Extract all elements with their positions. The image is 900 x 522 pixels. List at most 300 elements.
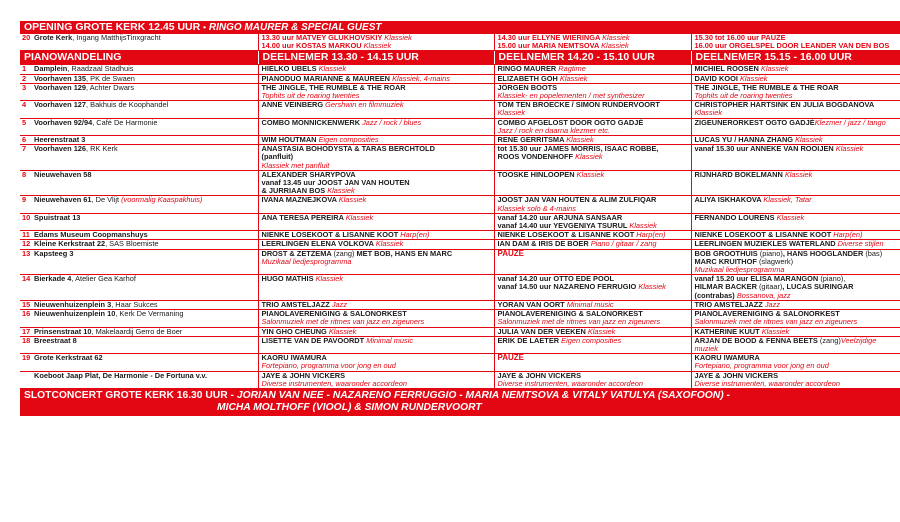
- performer-slot-2: [494, 118, 691, 135]
- performer-line: [498, 283, 689, 291]
- genre: Klassiek: [345, 212, 374, 222]
- location-detail: , PK de Swaen: [86, 73, 135, 83]
- performer-name: vanaf 14.50 uur NAZARENO FERRUGIO: [497, 282, 639, 292]
- genre: Harp(en): [833, 230, 863, 240]
- performer-name: ALIYA ISKHAKOVA: [694, 195, 764, 205]
- genre: Eigen composities: [561, 335, 622, 345]
- genre: Klassiek: [638, 282, 666, 292]
- performer-line: [498, 328, 689, 336]
- location-detail: , Bakhuis de Koophandel: [86, 100, 169, 110]
- performer-slot-2: [494, 249, 691, 275]
- performer-slot-2: [494, 196, 691, 213]
- genre: Klassiek: [566, 135, 594, 145]
- performer-line: [498, 231, 689, 239]
- performer-line: [498, 153, 689, 161]
- performer-line: [695, 171, 899, 179]
- performer-name: IAN DAM & IRIS DE BOER: [497, 239, 591, 249]
- opening-guests: RINGO MAURER & SPECIAL GUEST: [208, 22, 382, 33]
- performer-name: THE JINGLE, THE RUMBLE & THE ROAR: [261, 82, 406, 92]
- location: [32, 275, 258, 301]
- performer-line: [262, 187, 492, 195]
- location: [32, 213, 258, 230]
- performer-slot-1: [258, 145, 494, 171]
- performer-name: FERNANDO LOURENS: [694, 212, 777, 222]
- genre: Fortepiano, programma voor jong en oud: [694, 361, 829, 371]
- genre: Diverse instrumenten, waaronder accordeon: [261, 378, 407, 388]
- genre: Harp(en): [636, 230, 666, 240]
- genre: Klezmer / jazz / tango: [814, 117, 886, 127]
- performer-name: KATHERINE KUUT: [694, 326, 762, 336]
- genre: Fortepiano, programma voor jong en oud: [261, 361, 396, 371]
- performer-line: [695, 136, 899, 144]
- performer-name: HIELKO UBELS: [261, 64, 319, 74]
- genre: Klassiek: [784, 169, 813, 179]
- performer-name: (panfluit): [261, 152, 294, 162]
- performer-slot-2: [494, 275, 691, 301]
- row-number: 2: [20, 74, 32, 83]
- performer-slot-3: [691, 170, 900, 196]
- row-number: 10: [20, 213, 32, 230]
- performer-slot-3: [691, 336, 900, 353]
- program-row: [20, 275, 900, 301]
- performer-name: THE JINGLE, THE RUMBLE & THE ROAR: [694, 82, 839, 92]
- genre: Diverse instrumenten, waaronder accordeon: [497, 378, 643, 388]
- header-deelnemer-1: DEELNEMER 13.30 - 14.15 UUR: [258, 51, 494, 65]
- genre: Salonmuziek met de ritmes van jazz en zigeuners: [694, 317, 858, 327]
- performer-line: [695, 145, 899, 153]
- performer-line: [498, 75, 689, 83]
- opening-row: [20, 34, 900, 51]
- location-name: Nieuwehaven 61: [34, 195, 92, 205]
- performer-name: vanaf 15.20 uur ELISA MARANGON: [694, 274, 821, 284]
- performer-line: [262, 240, 492, 248]
- program-row: [20, 83, 900, 100]
- genre: Tophits uit de roaring twenties: [694, 91, 793, 101]
- location-detail: , SAS Bloemiste: [105, 239, 159, 249]
- location-name: Spuistraat 13: [34, 212, 81, 222]
- header-deelnemer-2: DEELNEMER 14.20 - 15.10 UUR: [494, 51, 691, 65]
- opening-separator: •: [203, 23, 206, 32]
- performer-name: , HANS HOOGLANDER: [782, 248, 866, 258]
- performer-name: DAVID KOOI: [694, 73, 740, 83]
- opening-col-3: 15.30 tot 16.00 uur PAUZE 16.00 uur ORGELSPEL DOOR LEANDER VAN DEN BOS: [691, 34, 900, 51]
- genre: Klassiek: [761, 326, 790, 336]
- row-number: 9: [20, 196, 32, 213]
- genre: Klassiek: [338, 195, 367, 205]
- performer-slot-2: [494, 310, 691, 327]
- slot-title: SLOTCONCERT GROTE KERK 16.30 UUR: [24, 389, 228, 401]
- instrument: (piano): [759, 248, 783, 258]
- genre: Diverse stijlen: [837, 239, 884, 249]
- performer-slot-3: [691, 196, 900, 213]
- location: [32, 310, 258, 327]
- performer-name: TOOSKE HINLOOPEN: [497, 169, 577, 179]
- row-number: 1: [20, 65, 32, 74]
- performer-line: [262, 65, 492, 73]
- performer-slot-3: [691, 101, 900, 118]
- performer-name: ANNE VEINBERG: [261, 100, 326, 110]
- location-name: Edams Museum Coopmanshuys: [34, 230, 148, 240]
- genre: Klassiek: [835, 144, 864, 154]
- program-row: [20, 145, 900, 171]
- slotconcert-banner: SLOTCONCERT GROTE KERK 16.30 UUR - JORIAN VAN NEE - NAZARENO FERRUGGIO - MARIA NEMTSOVA & VITALY VATULYA (SAXOFOON) - MICHA MOLTHOFF (VIOOL) & SIMON RUNDERVOORT: [20, 389, 900, 416]
- genre: Bossanova, jazz: [736, 290, 791, 300]
- performer-name: tot 15.30 uur JAMES MORRIS, ISAAC ROBBE,: [497, 144, 659, 154]
- genre: Klassiek: [795, 135, 823, 145]
- genre: Jazz / rock en daarna klezmer etc.: [497, 125, 611, 135]
- performer-slot-3: [691, 118, 900, 135]
- performer-slot-1: [258, 336, 494, 353]
- genre: Klassiek: [576, 169, 605, 179]
- performer-name: ANASTASIA BOHODYSTA & TARAS BERCHTOLD: [261, 144, 435, 154]
- header-deelnemer-3: DEELNEMER 15.15 - 16.00 UUR: [691, 51, 900, 65]
- performer-line: [695, 301, 899, 309]
- row-number: 8: [20, 170, 32, 196]
- performer-slot-1: [258, 371, 494, 388]
- performer-line: [695, 65, 899, 73]
- performer-line: [262, 231, 492, 239]
- genre: Klassiek: [318, 64, 347, 74]
- performer-slot-1: [258, 83, 494, 100]
- performer-line: [262, 136, 492, 144]
- row-number: 11: [20, 231, 32, 240]
- row-number: 18: [20, 336, 32, 353]
- genre: Klassiek: [315, 274, 344, 284]
- performer-line: [498, 301, 689, 309]
- location: [32, 145, 258, 171]
- performer-name: ARJAN DE BOOD & FENNA BEETS: [694, 335, 820, 345]
- performer-line: [695, 214, 899, 222]
- performer-slot-1: [258, 275, 494, 301]
- location-name: Kleine Kerkstraat 22: [34, 239, 106, 249]
- row-number: 12: [22, 239, 31, 249]
- performer-name: vanaf 14.40 uur YEVGENIYA TSURUL: [497, 221, 630, 231]
- performer-line: [695, 231, 899, 239]
- performer-name: ALEXANDER SHARYPOVA: [261, 169, 356, 179]
- performer-line: [695, 119, 899, 127]
- genre: Jazz: [331, 299, 348, 309]
- performer-line: [498, 171, 689, 179]
- location-detail: , RK Kerk: [86, 144, 118, 154]
- pianowandeling-header: [20, 51, 900, 65]
- performer-name: ROOS VONDENHOFF: [497, 152, 576, 162]
- performer-slot-3: [691, 371, 900, 388]
- performer-name: JAYE & JOHN VICKERS: [497, 370, 582, 380]
- genre: Klassiek: [776, 212, 805, 222]
- performer-line: [262, 301, 492, 309]
- performer-line: [262, 214, 492, 222]
- genre: Ragtime: [558, 64, 586, 74]
- performer-name: NIENKE LOSEKOOT & LISANNE KOOT: [261, 230, 401, 240]
- performer-name: vanaf 15.30 uur ANNEKE VAN ROOIJEN: [694, 144, 836, 154]
- location-name: Voorhaven 126: [34, 144, 87, 154]
- performer-slot-1: [258, 170, 494, 196]
- location: [32, 196, 258, 213]
- location: [32, 118, 258, 135]
- program-row: [20, 118, 900, 135]
- row-number: 13: [20, 249, 32, 275]
- performer-name: (contrabas): [694, 290, 737, 300]
- performer-slot-2: [494, 170, 691, 196]
- program-row: [20, 196, 900, 213]
- pause-label: PAUZE: [497, 248, 525, 258]
- performer-name: RENE GERRITSMA: [497, 135, 567, 145]
- performer-name: ERIK DE LAETER: [497, 335, 562, 345]
- location: Grote Kerk, Ingang MatthijsTinxgracht: [32, 34, 258, 51]
- performer-line: [262, 75, 492, 83]
- genre: Klassiek: [327, 186, 355, 196]
- performer-name: JAYE & JOHN VICKERS: [694, 370, 779, 380]
- genre: Klassiek met panfluit: [261, 160, 330, 170]
- performer-name: COMBO AFGELOST DOOR OGTO GADJÈ: [497, 117, 644, 127]
- performer-name: ZIGEUNERORKEST OGTO GADJÈ: [694, 117, 815, 127]
- genre: Muzikaal liedjesprogramma: [261, 256, 352, 266]
- performer-name: PIANOLAVERENIGING & SALONORKEST: [261, 309, 407, 319]
- performer-slot-3: [691, 213, 900, 230]
- performer-slot-2: [494, 354, 691, 371]
- location-name: Grote Kerkstraat 62: [34, 353, 103, 363]
- program-row: [20, 310, 900, 327]
- performer-name: WIM HOUTMAN: [261, 135, 319, 145]
- performer-line: [262, 196, 492, 204]
- performer-name: PIANODUO MARIANNE & MAUREEN: [261, 73, 393, 83]
- performer-slot-2: [494, 371, 691, 388]
- performer-name: IVANA MAZNEJKOVA: [261, 195, 339, 205]
- performer-name: KAORU IWAMURA: [261, 353, 327, 363]
- performer-name: vanaf 14.20 uur ARJUNA SANSAAR: [497, 212, 623, 222]
- genre: Minimal music: [366, 335, 414, 345]
- row-number: 20: [20, 34, 32, 51]
- opening-title: OPENING GROTE KERK 12.45 UUR: [24, 21, 201, 33]
- performer-line: [695, 337, 899, 353]
- genre: Klassiek: [629, 221, 657, 231]
- row-number: 14: [20, 275, 32, 301]
- performer-name: MARC KRUITHOF: [694, 256, 759, 266]
- row-number: 7: [20, 145, 32, 171]
- performer-line: [498, 136, 689, 144]
- performer-line: [262, 275, 492, 283]
- location-name: Nieuwenhuizenplein 10: [34, 309, 116, 319]
- genre: Klassiek- en popelementen / met synthesizer: [497, 91, 645, 101]
- performer-line: [262, 328, 492, 336]
- instrument: (zang): [333, 248, 355, 258]
- performer-name: LEERLINGEN ELENA VOLKOVA: [261, 239, 376, 249]
- performer-slot-1: [258, 213, 494, 230]
- row-number: 4: [20, 101, 32, 118]
- pause-label: PAUZE: [497, 353, 525, 363]
- location-detail: , Achter Dwars: [86, 82, 135, 92]
- row-number: 15: [22, 299, 31, 309]
- performer-line: [498, 240, 689, 248]
- location: [32, 101, 258, 118]
- location-note: (voormalig Kaaspakhuis): [121, 195, 203, 205]
- row-number: 19: [20, 354, 32, 371]
- performer-slot-3: [691, 354, 900, 371]
- performer-name: LUCAS YU / HANNA ZHANG: [694, 135, 796, 145]
- performer-line: [695, 101, 899, 117]
- location: [32, 83, 258, 100]
- genre: Klassiek solo & 4-mains: [497, 203, 576, 213]
- location-detail: , Haar Sukces: [111, 299, 158, 309]
- performer-name: LISETTE VAN DE PAVOORDT: [261, 335, 367, 345]
- location-name: Breestraat 8: [34, 335, 77, 345]
- performer-name: MET BOB, HANS EN MARC: [354, 248, 453, 258]
- genre: Diverse instrumenten, waaronder accordeon: [694, 378, 840, 388]
- performer-line: [695, 196, 899, 204]
- performer-line: [695, 75, 899, 83]
- performer-slot-3: [691, 275, 900, 301]
- performer-name: PIANOLAVERENIGING & SALONORKEST: [694, 309, 840, 319]
- instrument: (zang): [819, 335, 841, 345]
- performer-slot-1: [258, 118, 494, 135]
- performer-slot-3: [691, 249, 900, 275]
- location-name: Voorhaven 135: [34, 73, 87, 83]
- instrument: (gitaar): [758, 282, 783, 292]
- location-name: Koeboot Jaap Plat, De Harmonie - De Fortuna v.v.: [34, 370, 208, 380]
- performer-line: [262, 101, 492, 109]
- location-name: Bierkade 4: [34, 274, 72, 284]
- row-number: [20, 371, 32, 388]
- performer-name: YIN GHO CHEUNG: [261, 326, 329, 336]
- performer-slot-2: [494, 83, 691, 100]
- genre: Klassiek: [694, 108, 723, 118]
- program-row: [20, 213, 900, 230]
- genre: Piano / gitaar / zang: [590, 239, 657, 249]
- location-detail: , Kerk De Vermaning: [115, 309, 184, 319]
- program-row: [20, 354, 900, 371]
- location: [32, 371, 258, 388]
- performer-name: JOOST JAN VAN HOUTEN & ALIM ZULFIQAR: [497, 195, 657, 205]
- performer-name: RINGO MAURER: [497, 64, 559, 74]
- performer-name: ANA TERESA PEREIRA: [261, 212, 346, 222]
- performer-slot-1: [258, 196, 494, 213]
- performer-name: LEERLINGEN MUZIEKLES WATERLAND: [694, 239, 838, 249]
- performer-name: TOM TEN BROECKE / SIMON RUNDERVOORT: [497, 100, 660, 110]
- program-row: [20, 101, 900, 118]
- genre: Jazz / rock / blues: [362, 117, 422, 127]
- performer-name: ELIZABETH GOH: [497, 73, 560, 83]
- performer-line: [262, 337, 492, 345]
- performer-name: DROST & ZETZEMA: [261, 248, 334, 258]
- genre: Minimal music: [566, 299, 614, 309]
- performer-name: PIANOLAVERENIGING & SALONORKEST: [497, 309, 643, 319]
- performer-line: [695, 292, 899, 300]
- location-name: Prinsenstraat 10: [34, 326, 92, 336]
- location-name: Nieuwehaven 58: [34, 169, 92, 179]
- performer-slot-3: [691, 310, 900, 327]
- location-name: Voorhaven 129: [34, 82, 87, 92]
- performer-name: TRIO AMSTELJAZZ: [694, 299, 765, 309]
- performer-slot-3: [691, 83, 900, 100]
- genre: Klassiek: [375, 239, 404, 249]
- performer-line: [498, 65, 689, 73]
- schedule-table: [20, 34, 900, 389]
- performer-name: TRIO AMSTELJAZZ: [261, 299, 332, 309]
- instrument: (slagwerk): [758, 256, 794, 266]
- program-row: [20, 170, 900, 196]
- program-row: [20, 336, 900, 353]
- location-name: Damplein: [34, 64, 68, 74]
- genre: Klassiek: [497, 108, 526, 118]
- performer-name: JÖRGEN BOOTS: [497, 82, 558, 92]
- performer-slot-1: [258, 310, 494, 327]
- performer-name: HILMAR BACKER: [694, 282, 759, 292]
- performer-line: [498, 222, 689, 230]
- location: [32, 336, 258, 353]
- performer-name: YORAN VAN OORT: [497, 299, 567, 309]
- performer-name: MICHIEL ROOSEN: [694, 64, 761, 74]
- performer-line: [262, 145, 492, 153]
- slot-line-2: MICHA MOLTHOFF (VIOOL) & SIMON RUNDERVOORT: [217, 401, 482, 413]
- program-sheet: [20, 21, 900, 416]
- performer-slot-2: [494, 213, 691, 230]
- program-row: [20, 65, 900, 74]
- location: [32, 354, 258, 371]
- location-detail: , Atelier Gea Karhof: [71, 274, 136, 284]
- genre: Tophits uit de roaring twenties: [261, 91, 360, 101]
- program-row: [20, 249, 900, 275]
- performer-slot-1: [258, 354, 494, 371]
- genre: Klassiek: [559, 73, 588, 83]
- genre: Eigen composities: [318, 135, 379, 145]
- program-row: [20, 371, 900, 388]
- performer-name: , LUCAS SURINGAR: [782, 282, 854, 292]
- row-number: 17: [22, 326, 31, 336]
- row-number: 5: [20, 118, 32, 135]
- performer-line: [498, 101, 689, 117]
- location: [32, 249, 258, 275]
- performer-name: vanaf 14.20 uur OTTO EDE POOL: [497, 274, 615, 284]
- instrument: (bas): [865, 248, 883, 258]
- performer-name: RIJNHARD BOKELMANN: [694, 169, 785, 179]
- genre: Muzikaal liedjesprogramma: [694, 265, 785, 275]
- performer-name: KAORU IWAMURA: [694, 353, 760, 363]
- genre: Klassiek: [328, 326, 357, 336]
- genre: Salonmuziek met de ritmes van jazz en zigeuners: [497, 317, 661, 327]
- performer-name: JULIA VAN DER VEEKEN: [497, 326, 588, 336]
- row-number: 6: [20, 136, 32, 145]
- location-detail: , De Vlijt: [91, 195, 122, 205]
- performer-slot-2: [494, 336, 691, 353]
- location-detail: , Café De Harmonie: [92, 117, 158, 127]
- genre: Klassiek: [760, 64, 789, 74]
- performer-line: [695, 240, 899, 248]
- header-title: PIANOWANDELING: [20, 51, 258, 65]
- location-detail: , Raadzaal Stadhuis: [67, 64, 134, 74]
- location: [32, 170, 258, 196]
- performer-name: NIENKE LOSEKOOT & LISANNE KOOT: [694, 230, 834, 240]
- performer-name: BOB GROOTHUIS: [694, 248, 760, 258]
- location-name: Nieuwenhuizenplein 3: [34, 299, 112, 309]
- opening-col-2: 14.30 uur ELLYNE WIERINGA Klassiek 15.00 uur MARIA NEMTSOVA Klassiek: [494, 34, 691, 51]
- slot-line-1: JORIAN VAN NEE - NAZARENO FERRUGGIO - MARIA NEMTSOVA & VITALY VATULYA (SAXOFOON) -: [236, 389, 730, 401]
- performer-name: vanaf 13.45 uur JOOST JAN VAN HOUTEN: [261, 178, 410, 188]
- genre: Veelzijdige muziek: [694, 335, 877, 353]
- genre: Salonmuziek met de ritmes van jazz en zigeuners: [261, 317, 425, 327]
- instrument: (piano),: [820, 274, 846, 284]
- performer-slot-2: [494, 145, 691, 171]
- opening-col-1: 13.30 uur MATVEY GLUKHOVSKIY Klassiek 14.00 uur KOSTAS MARKOU Klassiek: [258, 34, 494, 51]
- row-number: 3: [20, 83, 32, 100]
- performer-name: & JURRIAAN BOS: [261, 186, 328, 196]
- performer-name: JAYE & JOHN VICKERS: [261, 370, 346, 380]
- genre: Klassiek: [575, 152, 603, 162]
- genre: Harp(en): [400, 230, 430, 240]
- performer-slot-2: [494, 101, 691, 118]
- performer-name: HUGO MATHIS: [261, 274, 316, 284]
- genre: Klassiek: [739, 73, 768, 83]
- row-number: 16: [20, 310, 32, 327]
